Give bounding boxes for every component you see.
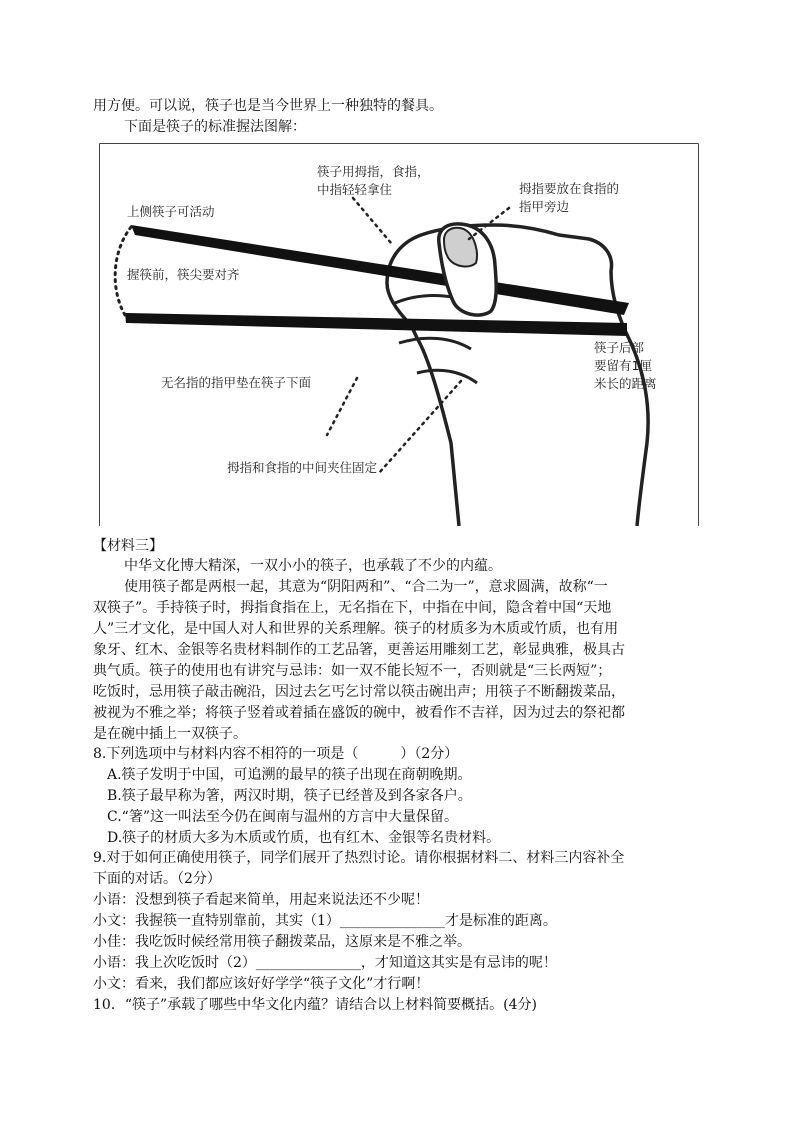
dialog-line-blank-1[interactable]: 小文：我握筷一直特别靠前，其实（1）_______________才是标准的距离。 (93, 913, 557, 929)
question-9-stem: 下面的对话。（2分） (93, 871, 221, 887)
question-10-stem: 10．“筷子”承载了哪些中华文化内蕴？请结合以上材料简要概括。(4分) (93, 997, 537, 1013)
dialog-line: 小文：看来，我们都应该好好学学“筷子文化”才行啊！ (93, 976, 430, 992)
material3-heading: 【材料三】 (93, 538, 163, 554)
chopstick-grip-diagram (99, 143, 699, 526)
question-8-option-c[interactable]: C.“箸”这一叫法至今仍在闽南与温州的方言中大量保留。 (107, 809, 458, 825)
label-back-line1: 筷子后部 (594, 340, 645, 355)
figure-caption: 下面是筷子的标准握法图解： (124, 119, 306, 135)
label-grip-line2: 中指轻轻拿住 (317, 182, 393, 197)
material3-line: 中华文化博大精深，一双小小的筷子，也承载了不少的内蕴。 (124, 558, 502, 574)
material3-line: 使用筷子都是两根一起，其意为“阴阳两和”、“合二为一”，意求圆满，故称“一 (124, 579, 608, 595)
material3-line: 双筷子”。手持筷子时，拇指食指在上，无名指在下，中指在中间，隐含着中国“天地 (93, 600, 612, 616)
material3-line: 典气质。筷子的使用也有讲究与忌讳：如一双不能长短不一，否则就是“三长两短”； (93, 663, 612, 679)
leader-grip (353, 198, 391, 243)
question-8-option-a[interactable]: A.筷子发明于中国，可追溯的最早的筷子出现在商朝晚期。 (107, 767, 472, 783)
label-ring-nail: 无名指的指甲垫在筷子下面 (161, 375, 312, 390)
question-9-stem: 9.对于如何正确使用筷子，同学们展开了热烈讨论。请你根据材料二、材料三内容补全 (93, 850, 625, 866)
label-back-line2: 要留有1厘 (594, 358, 652, 373)
question-8-option-b[interactable]: B.筷子最早称为箸，两汉时期，筷子已经普及到各家各户。 (107, 788, 472, 804)
question-8-stem: 8.下列选项中与材料内容不相符的一项是（ ）（2分） (93, 746, 459, 762)
dialog-line: 小语：没想到筷子看起来简单，用起来说法还不少呢！ (93, 892, 429, 908)
question-8-option-d[interactable]: D.筷子的材质大多为木质或竹质，也有红木、金银等名贵材料。 (107, 830, 501, 846)
label-align: 握筷前，筷尖要对齐 (127, 267, 240, 282)
material3-line: 被视为不雅之举；将筷子竖着或着插在盛饭的碗中，被看作不吉祥，因为过去的祭祀都 (93, 705, 625, 721)
dialog-line: 小佳：我吃饭时候经常用筷子翻拨菜品，这原来是不雅之举。 (93, 934, 471, 950)
intro-text-line: 用方便。可以说，筷子也是当今世界上一种独特的餐具。 (93, 98, 443, 114)
leader-ring (327, 378, 357, 435)
label-back-line3: 米长的距离 (594, 376, 657, 391)
dialog-line-blank-2[interactable]: 小语：我上次吃饭时（2）_______________，才知道这其实是有忌讳的呢！ (93, 955, 557, 971)
material3-line: 人”三才文化，是中国人对人和世界的关系理解。筷子的材质多为木质或竹质，也有用 (93, 621, 619, 637)
label-thumb-line1: 拇指要放在食指的 (519, 181, 620, 196)
material3-line: 是在碗中插上一双筷子。 (93, 726, 247, 742)
label-thumb-line2: 指甲旁边 (519, 199, 570, 214)
material3-line: 象牙、红木、金银等名贵材料制作的工艺品箸，更善运用雕刻工艺，彰显典雅，极具古 (93, 642, 625, 658)
label-grip-line1: 筷子用拇指，食指， (317, 164, 430, 179)
label-clamp: 拇指和食指的中间夹住固定 (227, 460, 378, 475)
material3-line: 吃饭时，忌用筷子敲击碗沿，因过去乞丐乞讨常以筷击碗出声；用筷子不断翻拨菜品， (93, 684, 625, 700)
label-upper-movable: 上侧筷子可活动 (127, 204, 215, 219)
